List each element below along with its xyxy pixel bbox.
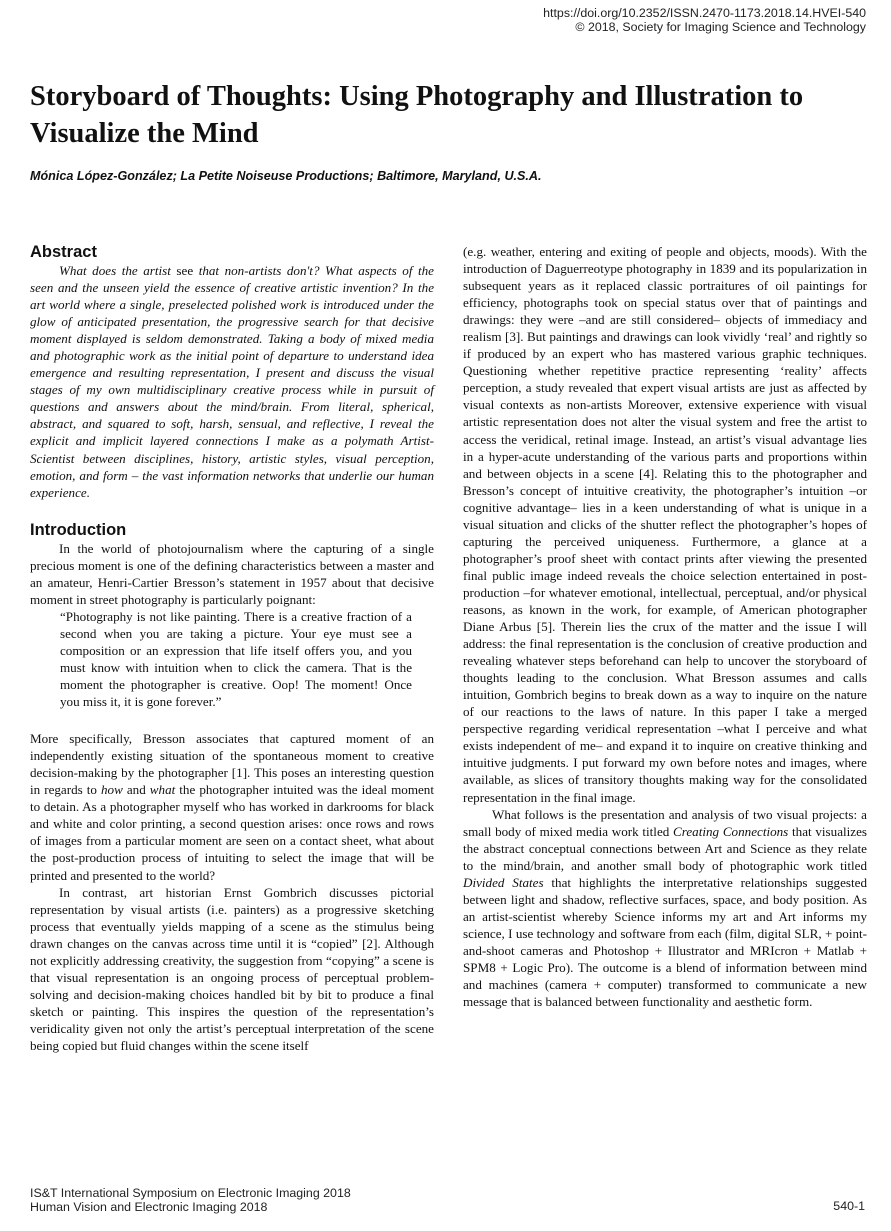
intro-paragraph-3: In contrast, art historian Ernst Gombrich discusses pictorial representation by visual artists (i.e. painters) as a progressive sketching process that eventually yields mapping of a scene as the stimulus being drawn changes on the canvas across time until it is “copied” [2]. Although not explicitly addressing creativity, the suggestion from “copying” a scene is that visual representation is an ongoing process of perceptual problem-solving and decision-making choices handled bit by bit to produce a final sketch or painting. This inspires the question of the representation’s veridicality given not only the artist’s perceptual interpretation of the scene being copied but fluid changes within the scene itself [30,884,434,1053]
left-column [30,243,434,1054]
right-column [463,243,867,1010]
p2-emph-how: how [101,782,123,798]
intro-paragraph-3-continued: (e.g. weather, entering and exiting of people and objects, moods). With the introduction of Daguerreotype photography in 1839 and its popularization in subsequent years as it replaced classic portraitures of oil paintings for efficiency, photographs took on special status over that of paintings and drawings: they were –and are still considered– objects of immediacy and realism [3]. But paintings and drawings can look vividly ‘real’ and rightly so if produced by an expert who has mastered various graphic techniques. Questioning whether repetitive practice representing ‘reality’ affects perception, a study revealed that expert visual artists are just as affected by visual contexts as non-artists Moreover, extensive experience with visual artistic representation does not alter the visual system and free the artist to access the veridical, retinal image. Instead, an artist’s visual advantage lies in a hyper-acute understanding of the various parts and proportions within and between objects in a scene [4]. Relating this to the photographer and Bresson’s concept of intuitive creativity, the photographer’s intuition –or cognitive advantage– lies in a keen understanding of what is unique in a visual situation and clicks of the shutter reflect the photographer’s hopes of capturing the perceived uniqueness. Furthermore, a glance at a photographer’s proof sheet with contact prints after viewing the presented final public image indeed reveals the choice selection entertained in post-production –for whatever emotional, intellectual, perceptual, and/or physical reasons, as known in the work, for example, of American photographer Diane Arbus [5]. Therein lies the crux of the matter and the issue I will address: the final representation is the conclusion of creative production and revealing whatever steps beforehand can help to uncover the storyboard of thoughts leading to the conclusion. What Bresson assumes and calls intuition, Gombrich begins to break down as a way to inquire on the nature of our reactions to the laws of nature. In this paper I take a merged perspective regarding veridical representation –what I perceive and what exists independent of me– and expand it to inquire on creative thinking and intuitive judgments. I put forward my own before notes and images, where available, as slices of transitory thoughts making way for the consolidated representation in the final image. [463,244,867,805]
abstract-part1: What does the artist [59,263,177,278]
abstract-part2: that non-artists don't? What aspects of the seen and the unseen yield the essence of creative artistic invention? In the art world where a single, preselected polished work is introduced under the glow of anticipated presentation, the progressive search for that decisive moment displayed is seldom demonstrated. Taking a body of mixed media and photographic work as the initial point of departure to understand idea emergence and resulting representation, I present and discuss the visual stages of my own multidisciplinary creative process while in pursuit of questions and answers about the mind/brain. From literal, spherical, abstract, and squared to soft, harsh, sensual, and reflective, I reveal the explicit and implicit layered connections I make as a polymath Artist-Scientist between disciplines, history, artistic styles, visual perception, emotion, and form – the vast information networks that underlie our human experience. [30,263,434,500]
r2-text-a: What follows is the presentation and analysis of two visual projects: a small body of mixed media work titled [463,806,867,839]
page-number: 540-1 [833,1199,865,1213]
paper-title: Storyboard of Thoughts: Using Photography and Illustration to Visualize the Mind [30,81,804,149]
r2-text-c: that highlights the interpretative relationships suggested between light and shadow, reflective surfaces, space, and body position. As an artist-scientist whereby Science informs my art and Art informs my science, I use technology and software from each (film, digital SLR, + point-and-shoot cameras and Photoshop + Illustrator and MRIcron + Matlab + SPM8 + Logic Pro). The outcome is a blend of information between mind and machines (camera + computer) transformed to communicate a new message that is balanced between functionality and aesthetic form. [463,874,867,1010]
r2-text-b: that visualizes the abstract conceptual connections between Art and Science as they relate to the mind/brain, and another small body of photographic work titled [463,823,867,873]
introduction-heading: Introduction [30,520,127,539]
intro-paragraph-1: In the world of photojournalism where the capturing of a single precious moment is one of the defining characteristics between a master and an amateur, Henri-Cartier Bresson’s statement in 1957 about that decisive moment in street photography is particularly poignant: [30,540,434,607]
quote-text: “Photography is not like painting. There is a creative fraction of a second when you are taking a picture. Your eye must see a composition or an expression that life itself offers you, and you must know with intuition when to click the camera. That is the moment the photographer is creative. Oop! The moment! Once you miss it, it is gone forever.” [60,608,412,710]
footer-conference [30,1187,351,1214]
work-title-creating-connections: Creating Connections [673,823,789,839]
work-title-divided-states: Divided States [463,874,544,890]
running-header [543,6,866,34]
footer-line-1: IS&T International Symposium on Electronic Imaging 2018 [30,1186,351,1200]
footer-line-2: Human Vision and Electronic Imaging 2018 [30,1199,268,1214]
intro-paragraph-2 [30,730,434,883]
p2-emph-what: what [149,782,176,798]
p2-text-c: the photographer intuited was the ideal moment to detain. As a photographer myself who has worked in darkrooms for black and white and color printing, a second question arises: once rows and rows of images from a particular moment are seen on a contact sheet, what about the post-production process of intuiting to select the image that will be printed and presented to the world? [30,782,434,883]
abstract-see-word: see [176,263,194,278]
abstract-heading: Abstract [30,243,97,261]
copyright-line: © 2018, Society for Imaging Science and Technology [575,20,866,34]
intro-paragraph-4 [463,806,867,1011]
p2-text-b: and [122,782,150,798]
doi-link[interactable]: https://doi.org/10.2352/ISSN.2470-1173.2018.14.HVEI-540 [543,6,866,20]
abstract-text [30,262,434,501]
p2-text-a: More specifically, Bresson associates that captured moment of an independently existing situation of the spontaneous moment to creative decision-making by the photographer [1]. This poses an interesting question in regards to [30,731,434,798]
author-affiliation: Mónica López-González; La Petite Noiseuse Productions; Baltimore, Maryland, U.S.A. [30,169,542,183]
bresson-quote [60,608,412,710]
